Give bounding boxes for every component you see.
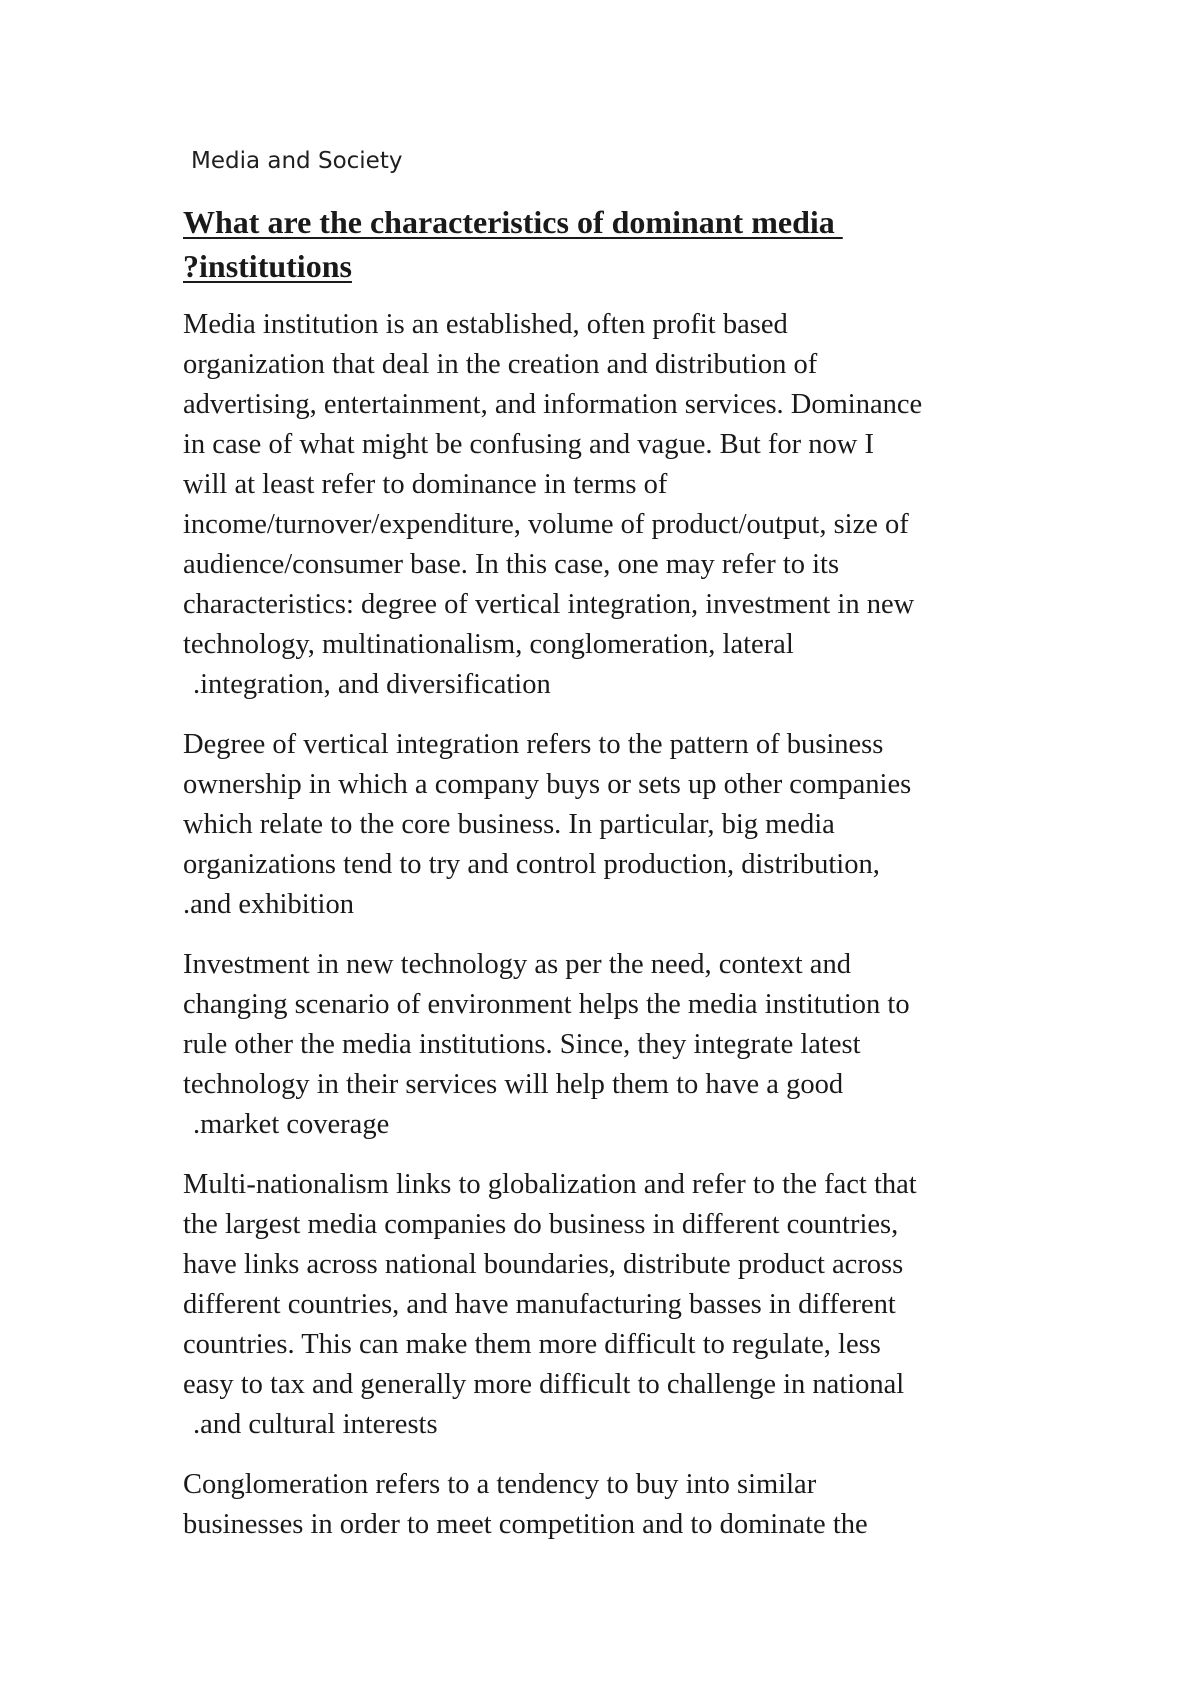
paragraph-line: countries. This can make them more difficult to regulate, less xyxy=(183,1329,881,1360)
paragraph-line: .and exhibition xyxy=(183,889,354,920)
paragraph-line: which relate to the core business. In particular, big media xyxy=(183,809,835,840)
paragraph-line: have links across national boundaries, distribute product across xyxy=(183,1249,904,1280)
paragraph-line: rule other the media institutions. Since, they integrate latest xyxy=(183,1029,861,1060)
title-line-2: ?institutions xyxy=(183,248,352,284)
paragraph-line: Media institution is an established, often profit based xyxy=(183,309,788,340)
document-header: Media and Society xyxy=(191,148,403,174)
paragraph-line: ownership in which a company buys or sets up other companies xyxy=(183,769,912,800)
paragraph-line: Multi-nationalism links to globalization and refer to the fact that xyxy=(183,1169,917,1200)
paragraph-line: .integration, and diversification xyxy=(193,669,551,700)
paragraph-line: organization that deal in the creation and distribution of xyxy=(183,349,818,380)
paragraph-line: different countries, and have manufacturing basses in different xyxy=(183,1289,896,1320)
title-line-1: What are the characteristics of dominant media xyxy=(183,204,843,240)
paragraph-line: audience/consumer base. In this case, one may refer to its xyxy=(183,549,840,580)
paragraph-line: Conglomeration refers to a tendency to buy into similar xyxy=(183,1469,817,1500)
paragraph-line: characteristics: degree of vertical integration, investment in new xyxy=(183,589,915,620)
paragraph-line: Investment in new technology as per the need, context and xyxy=(183,949,851,980)
paragraph-line: changing scenario of environment helps the media institution to xyxy=(183,989,910,1020)
paragraph-line: .and cultural interests xyxy=(193,1409,438,1440)
paragraph-line: technology in their services will help them to have a good xyxy=(183,1069,844,1100)
paragraph-line: technology, multinationalism, conglomeration, lateral xyxy=(183,629,794,660)
paragraph-line: will at least refer to dominance in terms of xyxy=(183,469,668,500)
paragraph-line: .market coverage xyxy=(193,1109,390,1140)
paragraph-line: organizations tend to try and control production, distribution, xyxy=(183,849,880,880)
paragraph-line: businesses in order to meet competition and to dominate the xyxy=(183,1509,868,1540)
paragraph-line: easy to tax and generally more difficult to challenge in national xyxy=(183,1369,905,1400)
paragraph-line: income/turnover/expenditure, volume of product/output, size of xyxy=(183,509,909,540)
paragraph-line: the largest media companies do business in different countries, xyxy=(183,1209,899,1240)
paragraph-line: in case of what might be confusing and vague. But for now I xyxy=(183,429,874,460)
paragraph-line: advertising, entertainment, and information services. Dominance xyxy=(183,389,923,420)
paragraph-line: Degree of vertical integration refers to the pattern of business xyxy=(183,729,884,760)
